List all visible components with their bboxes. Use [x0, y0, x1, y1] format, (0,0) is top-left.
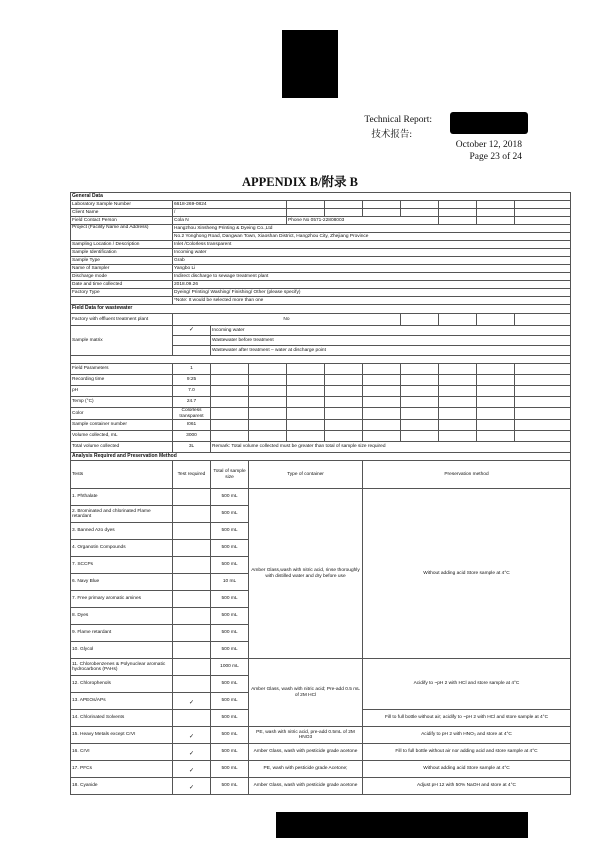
sample-size: 500 mL	[211, 761, 249, 778]
test-name: 13. APEOs/APs	[71, 693, 173, 710]
incoming-water-tick: ✓	[173, 326, 211, 336]
redacted-footer	[276, 812, 528, 838]
phone-number: Phone No 0571-22808003	[287, 217, 439, 225]
sample-size: 1000 mL	[211, 659, 249, 676]
test-required	[173, 608, 211, 625]
sample-size: 10 mL	[211, 574, 249, 591]
test-name: 10. Glycol	[71, 642, 173, 659]
test-name: 2. Brominated and chlorinated Flame retardant	[71, 506, 173, 523]
test-name: 8. Dyes	[71, 608, 173, 625]
factory-type: Dyeing/ Printing/ Washing/ Finishing/ Other (please specify)	[173, 289, 571, 297]
appendix-title: APPENDIX B/附录 B	[242, 175, 358, 189]
ph-value: 7.0	[173, 386, 211, 397]
page-number: Page 23 of 24	[469, 152, 522, 162]
test-required: ✓	[188, 733, 195, 740]
test-required	[173, 642, 211, 659]
factory-type-label: Factory Type	[71, 289, 173, 297]
volume-value: 3000	[173, 431, 211, 442]
test-required	[173, 625, 211, 642]
sample-type-label: Sample Type	[71, 257, 173, 265]
test-name: 4. Organotin Compounds	[71, 540, 173, 557]
preservation-row-14: Fill to full bottle without air; acidify to ~pH 2 with HCl and store sample at 4°C	[363, 710, 571, 727]
lab-sample-number: 6618-269-0824	[173, 201, 287, 209]
lab-sample-number-label: Laboratory Sample Number	[71, 201, 173, 209]
matrix-option-after-treatment: Wastewater after treatment – water at discharge point	[211, 346, 571, 356]
volume-label: Volume collected, mL	[71, 431, 173, 442]
test-name: 9. Flame retardant	[71, 625, 173, 642]
test-name: 17. PFCs	[71, 761, 173, 778]
general-data-heading: General Data	[71, 193, 571, 201]
project-label: Project (Facility Name and Address)	[71, 225, 173, 241]
preservation-group-2: Acidify to ~pH 2 with HCl and store sample at 4°C	[363, 659, 571, 710]
total-volume-label: Total volume collected	[71, 442, 173, 453]
analysis-heading: Analysis Required and Preservation Method	[71, 453, 571, 461]
container-group-1: Amber Glass,wash with nitric acid, rinse thoroughly with distilled water and dry before use	[249, 489, 363, 659]
date-collected-label: Date and time collected	[71, 281, 173, 289]
test-required	[173, 540, 211, 557]
preservation-header: Preservation method	[363, 461, 571, 489]
ph-label: pH	[71, 386, 173, 397]
test-name: 7. Free primary aromatic amines	[71, 591, 173, 608]
preservation-row-15: Acidify to pH 2 with HNO₃ and store at 4°C	[363, 727, 571, 744]
field-contact-label: Field Contact Person	[71, 217, 173, 225]
test-name: 15. Heavy Metals except CrVI	[71, 727, 173, 744]
client-name: /	[173, 209, 287, 217]
facility-address: No.2 Yonghong Road, Dangwan Town, Xiaoshan District, Hangzhou City, Zhejiang Province	[173, 233, 571, 241]
redacted-company-name	[450, 112, 528, 134]
test-required	[173, 591, 211, 608]
sampler-label: Name of Sampler	[71, 265, 173, 273]
container-group-2: Amber Glass, wash with nitric acid; Pre-add 0.5 mL of 2M HCl	[249, 659, 363, 727]
field-parameters-value: 1	[173, 364, 211, 375]
container-row-18: Amber Glass, wash with pesticide grade acetone	[249, 778, 363, 795]
container-row-17: PE, wash with pesticide grade Acetone;	[249, 761, 363, 778]
sample-size: 500 mL	[211, 778, 249, 795]
test-required	[173, 557, 211, 574]
test-required: ✓	[188, 784, 195, 791]
test-name: 14. Chlorinated Solvents	[71, 710, 173, 727]
sample-size: 500 mL	[211, 676, 249, 693]
preservation-row-17: Without adding acid Store sample at 4°C	[363, 761, 571, 778]
container-number: I061	[173, 420, 211, 431]
test-required	[173, 506, 211, 523]
sample-size: 500 mL	[211, 744, 249, 761]
preservation-row-16: Fill to full bottle without air nor adding acid and store sample at 4°C	[363, 744, 571, 761]
sample-size: 500 mL	[211, 540, 249, 557]
discharge-mode: Indirect discharge to sewage treatment plant	[173, 273, 571, 281]
total-volume: 3L	[173, 442, 211, 453]
sample-size: 500 mL	[211, 523, 249, 540]
sample-size: 500 mL	[211, 591, 249, 608]
test-required	[173, 574, 211, 591]
color-value: Colorless transparent	[173, 408, 211, 420]
matrix-option-incoming: Incoming water	[211, 326, 571, 336]
facility-name: Hangzhou Xinsheng Printing & Dyeing Co.,Ltd	[173, 225, 571, 233]
sample-size: 500 mL	[211, 727, 249, 744]
matrix-option-before-treatment: Wastewater before treatment	[211, 336, 571, 346]
preservation-row-18: Adjust pH 12 with 50% NaOH and store at 4°C	[363, 778, 571, 795]
test-required-header: Test required	[173, 461, 211, 489]
test-required	[173, 523, 211, 540]
sample-size: 500 mL	[211, 625, 249, 642]
sample-size: 500 mL	[211, 710, 249, 727]
effluent-plant-label: Factory with effluent treatment plant	[71, 314, 173, 326]
sample-size: 500 mL	[211, 557, 249, 574]
sample-size: 500 mL	[211, 489, 249, 506]
field-parameters-label: Field Parameters	[71, 364, 173, 375]
redacted-logo	[282, 30, 338, 98]
recording-time-label: Recording time	[71, 375, 173, 386]
test-name: 16. CrVI	[71, 744, 173, 761]
temp-label: Temp (°C)	[71, 397, 173, 408]
test-required	[173, 489, 211, 506]
sampling-form-table	[70, 192, 571, 795]
test-name: 6. Navy Blue	[71, 574, 173, 591]
test-name: 11. Chlorobenzenes & Polynuclear aromatic hydrocarbons (PAHs)	[71, 659, 173, 676]
recording-time: 9:25	[173, 375, 211, 386]
test-required: ✓	[188, 699, 195, 706]
sample-size: 500 mL	[211, 506, 249, 523]
test-name: 7. SCCPs	[71, 557, 173, 574]
report-date: October 12, 2018	[455, 140, 522, 150]
sample-identification: Incoming water	[173, 249, 571, 257]
effluent-plant-value: No	[173, 314, 401, 326]
discharge-mode-label: Discharge mode	[71, 273, 173, 281]
field-contact: Cola N	[173, 217, 287, 225]
sample-size: 500 mL	[211, 693, 249, 710]
field-data-heading: Field Data for wastewater	[71, 305, 571, 314]
container-number-label: Sample container number	[71, 420, 173, 431]
test-required	[173, 676, 211, 693]
client-name-label: Client Name	[71, 209, 173, 217]
test-required	[173, 659, 211, 676]
sample-size: 500 mL	[211, 608, 249, 625]
technical-report-label: Technical Report:	[364, 115, 432, 125]
test-required: ✓	[188, 767, 195, 774]
test-name: 3. Banned Azo dyes	[71, 523, 173, 540]
container-row-16: Amber Glass, wash with pesticide grade acetone	[249, 744, 363, 761]
test-required: ✓	[188, 750, 195, 757]
tests-header: Tests	[71, 461, 173, 489]
sample-size-header: Total of sample size	[211, 461, 249, 489]
test-required	[173, 710, 211, 727]
color-label: Color	[71, 408, 173, 420]
volume-remark: Remark: Total volume collected must be greater than total of sample size required	[211, 442, 571, 453]
sampler-name: Yangbo Li	[173, 265, 571, 273]
temp-value: 24.7	[173, 397, 211, 408]
preservation-group-1: Without adding acid Store sample at 4°C	[363, 489, 571, 659]
sample-type: Grab	[173, 257, 571, 265]
sample-matrix-label: Sample matrix	[71, 326, 173, 356]
sampling-location-label: Sampling Location / Description	[71, 241, 173, 249]
technical-report-label-cn: 技术报告:	[371, 130, 412, 140]
date-collected: 2018.09.26	[173, 281, 571, 289]
test-name: 18. Cyanide	[71, 778, 173, 795]
test-name: 1. Phthalate	[71, 489, 173, 506]
test-name: 12. Chlorophenols	[71, 676, 173, 693]
container-header: Type of container	[249, 461, 363, 489]
sample-size: 500 mL	[211, 642, 249, 659]
sampling-location: Inlet /Colorless transparent	[173, 241, 571, 249]
selection-note: *Note: It would be selected more than one	[173, 297, 571, 305]
sample-identification-label: Sample Identification	[71, 249, 173, 257]
container-row-15: PE, wash with nitric acid, pre-add 0.5mL of 2M HNO3	[249, 727, 363, 744]
